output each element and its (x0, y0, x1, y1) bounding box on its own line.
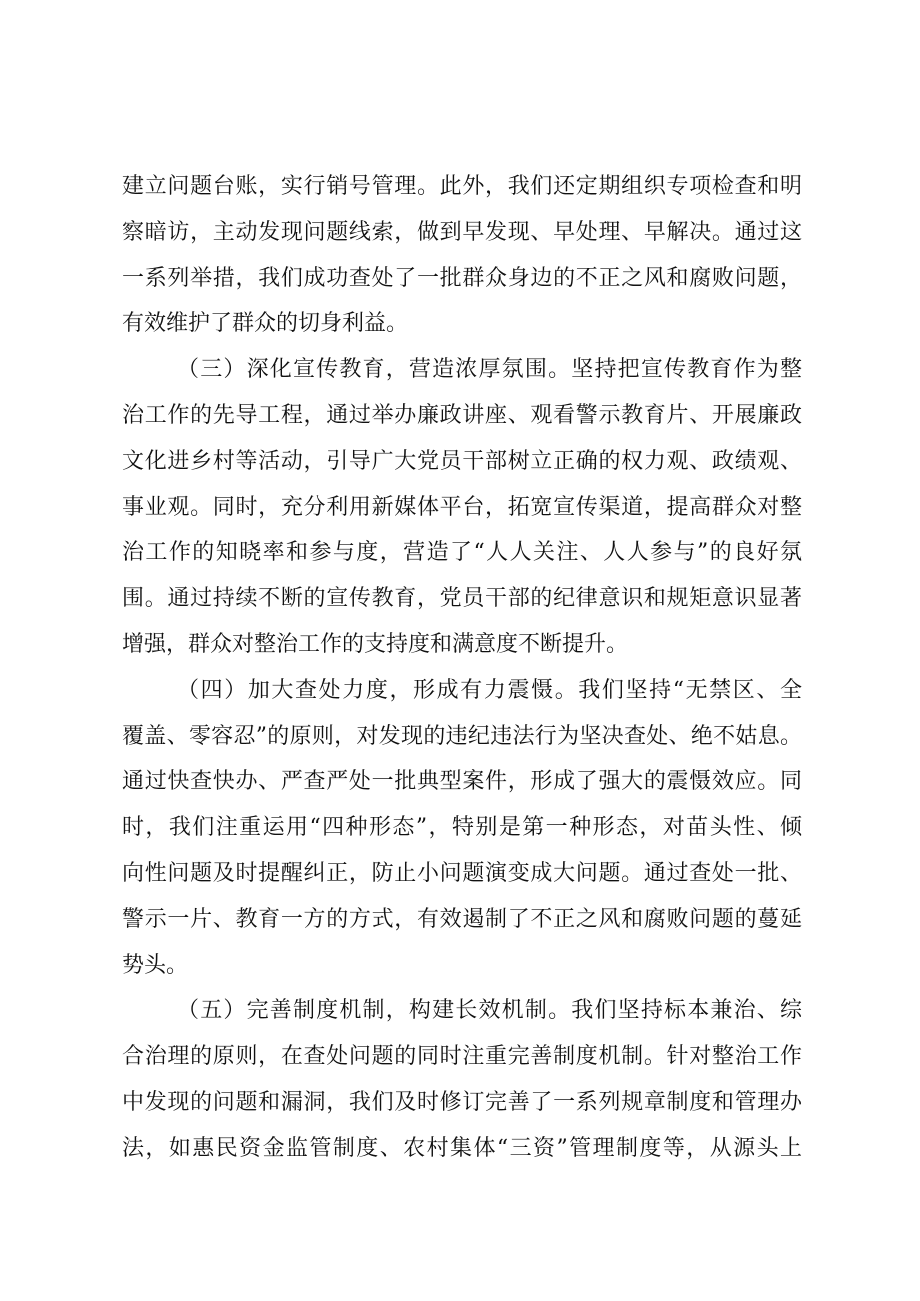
text-line: 围。通过持续不断的宣传教育，党员干部的纪律意识和规矩意识显著 (122, 586, 802, 612)
text-line: 有效维护了群众的切身利益。 (122, 311, 409, 337)
text-line: 法，如惠民资金监管制度、农村集体“三资”管理制度等，从源头上 (122, 1135, 802, 1161)
text-line: 通过快查快办、严查严处一批典型案件，形成了强大的震慑效应。同 (122, 769, 802, 795)
text-line: 建立问题台账，实行销号管理。此外，我们还定期组织专项检查和明 (122, 174, 802, 199)
text-line: 覆盖、零容忍”的原则，对发现的违纪违法行为坚决查处、绝不姑息。 (122, 723, 802, 749)
text-line: 文化进乡村等活动，引导广大党员干部树立正确的权力观、政绩观、 (122, 448, 802, 474)
text-line: 警示一片、教育一方的方式，有效遏制了不正之风和腐败问题的蔓延 (122, 906, 802, 932)
paragraph-first-line: （三）深化宣传教育，营造浓厚氛围。坚持把宣传教育作为整 (177, 357, 802, 383)
text-line: 治工作的知晓率和参与度，营造了“人人关注、人人参与”的良好氛 (122, 540, 802, 566)
text-line: 事业观。同时，充分利用新媒体平台，拓宽宣传渠道，提高群众对整 (122, 494, 802, 520)
paragraph-first-line: （四）加大查处力度，形成有力震慑。我们坚持“无禁区、全 (177, 677, 802, 703)
text-line: 一系列举措，我们成功查处了一批群众身边的不正之风和腐败问题， (122, 265, 802, 291)
body-text (122, 164, 802, 1172)
text-line: 合治理的原则，在查处问题的同时注重完善制度机制。针对整治工作 (122, 1044, 802, 1070)
text-line: 中发现的问题和漏洞，我们及时修订完善了一系列规章制度和管理办 (122, 1089, 802, 1115)
text-line: 势头。 (122, 952, 189, 978)
text-line: 治工作的先导工程，通过举办廉政讲座、观看警示教育片、开展廉政 (122, 402, 802, 428)
paragraph-first-line: （五）完善制度机制，构建长效机制。我们坚持标本兼治、综 (177, 998, 802, 1024)
text-line: 向性问题及时提醒纠正，防止小问题演变成大问题。通过查处一批、 (122, 860, 802, 886)
text-line: 察暗访，主动发现问题线索，做到早发现、早处理、早解决。通过这 (122, 219, 802, 245)
text-line: 时，我们注重运用“四种形态”，特别是第一种形态，对苗头性、倾 (122, 815, 802, 841)
text-line: 增强，群众对整治工作的支持度和满意度不断提升。 (122, 631, 629, 657)
